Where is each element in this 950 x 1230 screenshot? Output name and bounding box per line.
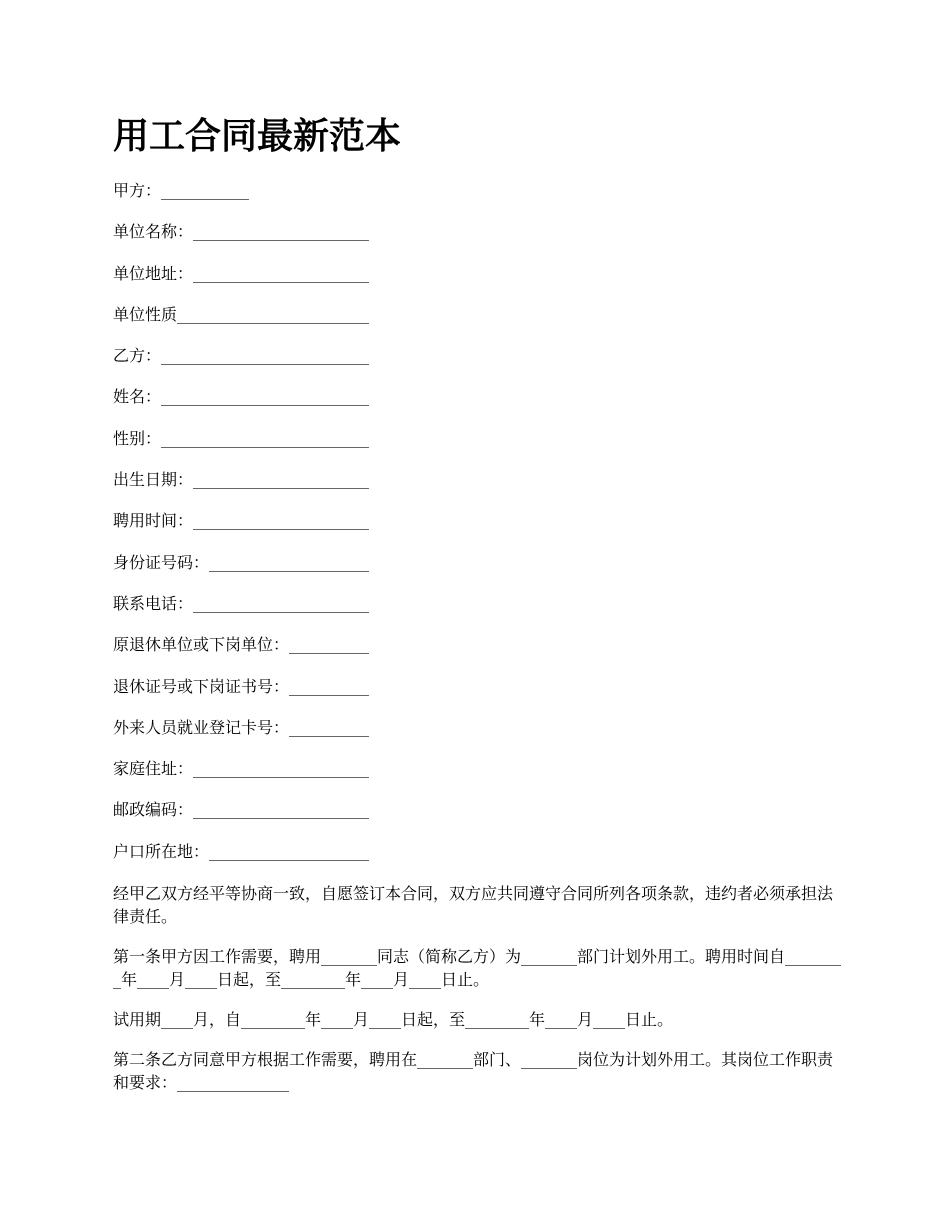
field-company-name: 单位名称：______________________: [113, 222, 370, 242]
field-name: 姓名：__________________________: [113, 387, 370, 407]
field-party-b: 乙方：__________________________: [113, 346, 370, 366]
field-party-a: 甲方：___________: [113, 181, 250, 200]
field-household-registration: 户口所在地：____________________: [113, 841, 370, 861]
field-employment-card: 外来人员就业登记卡号：__________: [113, 717, 370, 737]
field-company-address: 单位地址：______________________: [113, 263, 370, 283]
field-postal-code: 邮政编码：______________________: [113, 800, 370, 820]
paragraph-agreement: 经甲乙双方经平等协商一致，自愿签订本合同，双方应共同遵守合同所列各项条款，违约者必须承担法律责任。: [113, 884, 834, 927]
field-birth-date: 出生日期：______________________: [113, 470, 370, 490]
field-gender: 性别：__________________________: [113, 428, 370, 448]
paragraph-article-2: 第二条乙方同意甲方根据工作需要，聘用在_______部门、_______岗位为计划外用工。其岗位工作职责和要求：______________: [113, 1050, 834, 1093]
field-phone: 联系电话：______________________: [113, 593, 370, 613]
field-home-address: 家庭住址：______________________: [113, 759, 370, 779]
document-title: 用工合同最新范本: [113, 116, 402, 157]
document-page: [113, 112, 843, 1111]
paragraph-probation: 试用期____月，自________年____月____日起，至________年____月____日止。: [113, 1010, 674, 1030]
field-id-number: 身份证号码：____________________: [113, 552, 370, 572]
field-former-unit: 原退休单位或下岗单位：__________: [113, 635, 370, 655]
field-employment-time: 聘用时间：______________________: [113, 511, 370, 531]
field-retirement-cert: 退休证号或下岗证书号：__________: [113, 676, 370, 696]
paragraph-article-1: 第一条甲方因工作需要，聘用_______同志（简称乙方）为_______部门计划外用工。聘用时间自________年____月____日起，至________年____月____日止。: [113, 947, 842, 990]
field-company-type: 单位性质________________________: [113, 304, 370, 324]
